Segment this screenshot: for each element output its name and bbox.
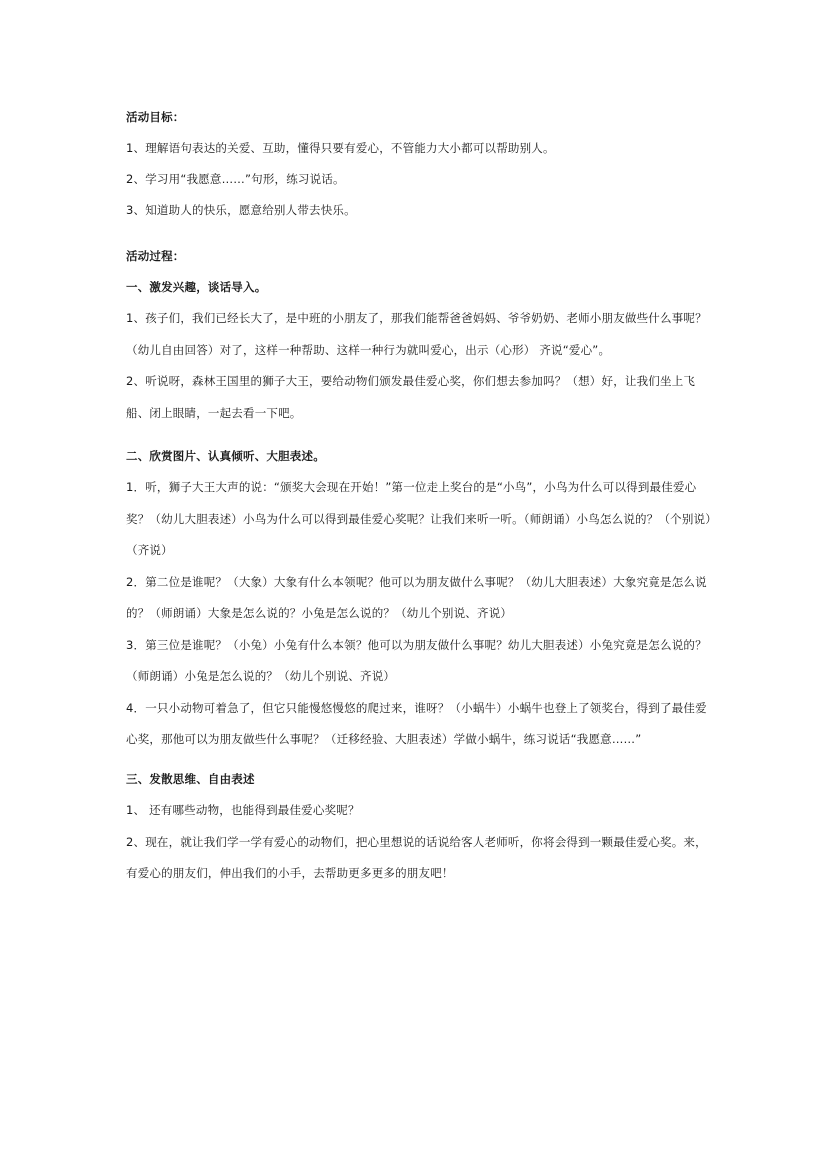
part2-title: 二、欣赏图片、认真倾听、大胆表述。 bbox=[126, 449, 325, 463]
part3-paragraph: 2、现在，就让我们学一学有爱心的动物们，把心里想说的话说给客人老师听，你将会得到一颗最佳爱心奖。来，有爱心的朋友们，伸出我们的小手，去帮助更多更多的朋友吧！ bbox=[126, 834, 707, 880]
goal-item: 3、知道助人的快乐，愿意给别人带去快乐。 bbox=[126, 203, 356, 217]
part1-title: 一、激发兴趣，谈话导入。 bbox=[126, 280, 267, 294]
part3-section bbox=[126, 764, 716, 890]
part2-paragraph: 3．第三位是谁呢？（小兔）小兔有什么本领？他可以为朋友做什么事呢？幼儿大胆表述）小兔究竟是怎么说的？（师朗诵）小兔是怎么说的？（幼儿个别说、齐说） bbox=[126, 637, 707, 683]
part2-section bbox=[126, 441, 716, 756]
part2-paragraph: 1．听，狮子大王大声的说：“颁奖大会现在开始！”第一位走上奖台的是“小鸟”，小鸟为什么可以得到最佳爱心奖？（幼儿大胆表述）小鸟为什么可以得到最佳爱心奖呢？让我们来听一听。（师朗诵）小鸟怎么说的？（个别说）（齐说） bbox=[126, 480, 712, 557]
part3-paragraph: 1、 还有哪些动物，也能得到最佳爱心奖呢？ bbox=[126, 803, 360, 817]
part1-paragraph: 1、孩子们，我们已经长大了，是中班的小朋友了，那我们能帮爸爸妈妈、爷爷奶奶、老师小朋友做些什么事呢？（幼儿自由回答）对了，这样一种帮助、这样一种行为就叫爱心，出示（心形） 齐说“爱心”。 bbox=[126, 311, 707, 357]
goal-item: 2、学习用“我愿意……”句形，练习说话。 bbox=[126, 172, 345, 186]
goals-section bbox=[126, 102, 716, 226]
process-section bbox=[126, 241, 716, 429]
process-heading: 活动过程： bbox=[126, 249, 185, 263]
part1-paragraph: 2、听说呀，森林王国里的狮子大王，要给动物们颁发最佳爱心奖，你们想去参加吗？（想）好，让我们坐上飞船、闭上眼睛，一起去看一下吧。 bbox=[126, 374, 696, 420]
part3-title: 三、发散思维、自由表述 bbox=[126, 772, 255, 786]
part2-paragraph: 2．第二位是谁呢？（大象）大象有什么本领呢？他可以为朋友做什么事呢？（幼儿大胆表述）大象究竟是怎么说的？（师朗诵）大象是怎么说的？小兔是怎么说的？（幼儿个别说、齐说） bbox=[126, 574, 707, 620]
goals-heading: 活动目标： bbox=[126, 110, 185, 124]
part2-paragraph: 4．一只小动物可着急了，但它只能慢悠慢悠的爬过来，谁呀？（小蜗牛）小蜗牛也登上了领奖台，得到了最佳爱心奖，那他可以为朋友做些什么事呢？（迁移经验、大胆表述）学做小蜗牛，练习说话“我愿意……” bbox=[126, 700, 707, 746]
goal-item: 1、理解语句表达的关爱、互助，懂得只要有爱心，不管能力大小都可以帮助别人。 bbox=[126, 141, 555, 155]
